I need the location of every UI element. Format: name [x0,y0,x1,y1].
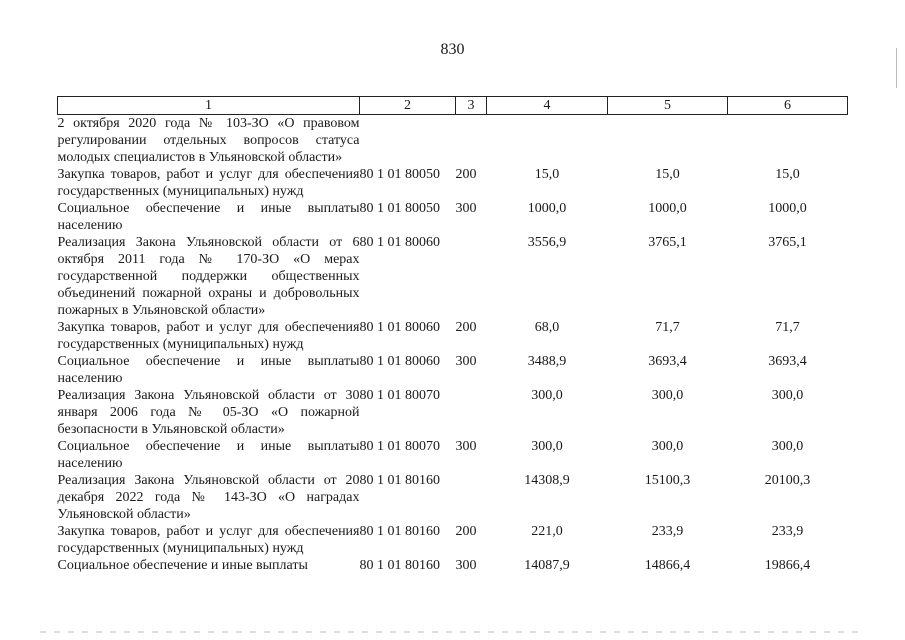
row-value-col5: 300,0 [651,388,684,403]
row-value-col6: 3765,1 [768,235,807,250]
row-target-code: 80 1 01 80160 [359,524,440,539]
row-expense-type [456,387,487,438]
table-row [58,557,848,574]
row-value-col4: 3488,9 [527,354,567,369]
row-expense-type: 300 [455,354,477,369]
row-target-code: 80 1 01 80070 [359,388,440,403]
row-value-col4: 3556,9 [527,235,567,250]
row-value-col6: 20100,3 [764,473,811,488]
row-value-col6: 233,9 [771,524,804,539]
header-row [58,97,848,115]
row-value-col6 [728,115,848,167]
row-target-code: 80 1 01 80160 [359,558,440,573]
row-description: Реализация Закона Ульяновской области от 30 января 2006 года № 05-ЗО «О пожарной безопасности в Ульяновской области» [57,388,360,437]
row-expense-type: 200 [455,167,477,182]
row-value-col5 [608,115,728,167]
row-value-col5: 15,0 [655,167,680,182]
table-body [58,115,848,575]
row-target-code: 80 1 01 80050 [359,167,440,182]
row-description: Социальное обеспечение и иные выплаты населению [57,201,360,233]
row-value-col6: 15,0 [775,167,800,182]
row-expense-type: 200 [455,320,477,335]
row-description: Закупка товаров, работ и услуг для обеспечения государственных (муниципальных) нужд [57,320,360,352]
row-value-col6: 1000,0 [768,201,807,216]
table-row [58,438,848,472]
row-expense-type: 200 [455,524,477,539]
row-expense-type [456,234,487,319]
row-description: Социальное обеспечение и иные выплаты населению [57,439,360,471]
row-expense-type: 300 [455,558,477,573]
budget-table [57,96,848,574]
scan-edge-mark [896,48,897,88]
row-expense-type: 300 [455,439,477,454]
row-value-col6: 300,0 [771,388,804,403]
column-header: 3 [456,97,487,115]
column-header: 4 [487,97,608,115]
row-value-col4: 14308,9 [524,473,570,488]
page-number: 830 [440,41,465,58]
row-description: 2 октября 2020 года № 103-ЗО «О правовом регулировании отдельных вопросов статуса молодых специалистов в Ульяновской области» [57,116,360,165]
table-row [58,166,848,200]
row-value-col6: 3693,4 [768,354,807,369]
row-expense-type: 300 [455,201,477,216]
row-target-code: 80 1 01 80060 [359,354,440,369]
row-value-col4: 300,0 [531,439,563,454]
row-value-col5: 71,7 [655,320,680,335]
row-value-col4: 221,0 [531,524,563,539]
row-description: Закупка товаров, работ и услуг для обеспечения государственных (муниципальных) нужд [57,524,360,556]
table-row [58,234,848,319]
scan-noise [40,631,865,633]
table-row [58,472,848,523]
row-value-col4: 300,0 [531,388,563,403]
table-row [58,353,848,387]
row-value-col4: 15,0 [534,167,560,182]
column-header: 5 [608,97,728,115]
row-value-col4: 68,0 [534,320,560,335]
row-value-col4: 14087,9 [524,558,570,573]
row-description: Реализация Закона Ульяновской области от 20 декабря 2022 года № 143-ЗО «О наградах Ульяновской области» [57,473,360,522]
row-description: Социальное обеспечение и иные выплаты [57,558,308,573]
table-row [58,523,848,557]
column-header: 2 [360,97,456,115]
row-expense-type [456,472,487,523]
column-header: 6 [728,97,848,115]
row-value-col5: 14866,4 [644,558,691,573]
row-value-col6: 19866,4 [764,558,811,573]
row-target-code [360,115,456,167]
row-value-col5: 3693,4 [648,354,687,369]
row-target-code: 80 1 01 80060 [359,320,440,335]
row-target-code: 80 1 01 80160 [359,473,440,488]
row-value-col6: 300,0 [771,439,804,454]
row-target-code: 80 1 01 80050 [359,201,440,216]
table-row [58,200,848,234]
row-value-col6: 71,7 [775,320,800,335]
row-description: Реализация Закона Ульяновской области от 6 октября 2011 года № 170-ЗО «О мерах государственной поддержки общественных объединений пожарной охраны и добровольных пожарных в Ульяновской области» [57,235,360,318]
row-value-col5: 15100,3 [644,473,691,488]
row-description: Закупка товаров, работ и услуг для обеспечения государственных (муниципальных) нужд [57,167,360,199]
row-value-col5: 1000,0 [648,201,687,216]
row-value-col5: 3765,1 [648,235,687,250]
row-description: Социальное обеспечение и иные выплаты населению [57,354,360,386]
table-row [58,387,848,438]
table-row [58,115,848,167]
column-header: 1 [58,97,360,115]
row-value-col5: 300,0 [651,439,684,454]
row-value-col4: 1000,0 [527,201,567,216]
row-value-col4 [487,115,608,167]
row-target-code: 80 1 01 80060 [359,235,440,250]
row-expense-type [456,115,487,167]
row-target-code: 80 1 01 80070 [359,439,440,454]
row-value-col5: 233,9 [651,524,684,539]
table-row [58,319,848,353]
